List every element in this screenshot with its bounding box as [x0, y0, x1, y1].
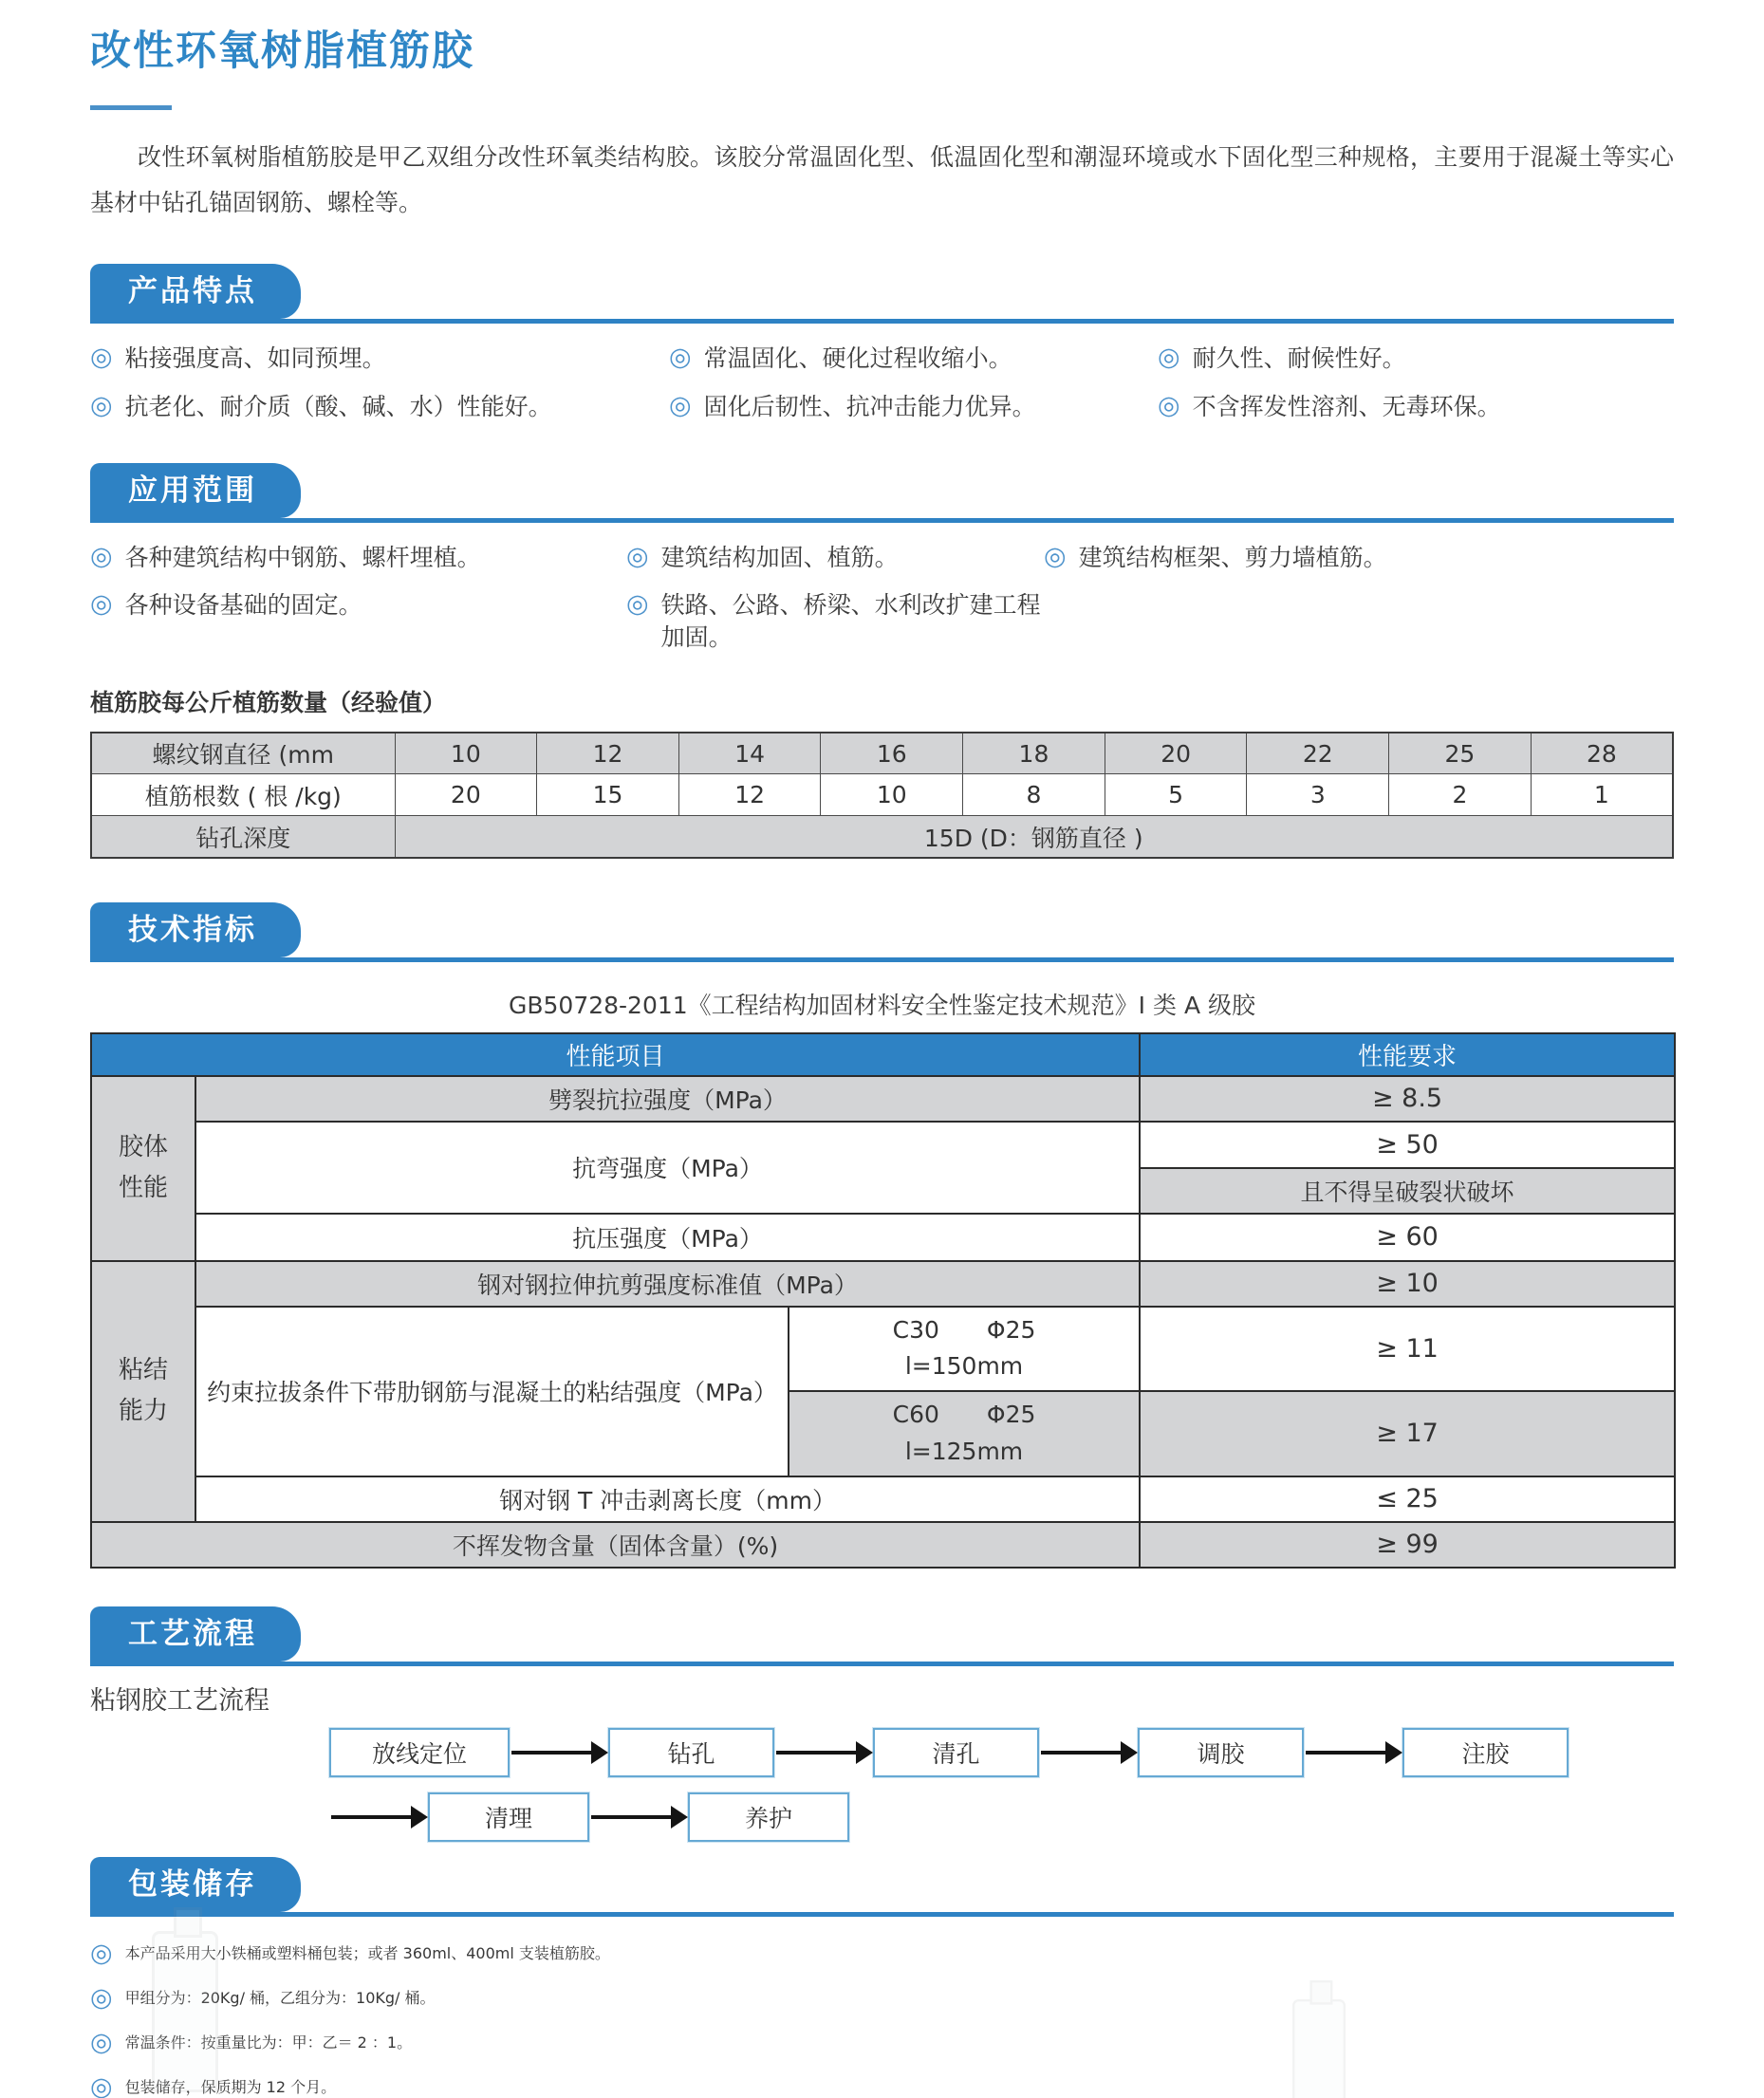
bullet-icon: ◎: [90, 1982, 113, 2013]
tech-standard-text: GB50728-2011《工程结构加固材料安全性鉴定技术规范》I 类 A 级胶: [508, 991, 1255, 1019]
flow-step-box: 清理: [428, 1792, 589, 1842]
count-cell: 10: [821, 774, 963, 816]
table-row: [91, 816, 1673, 858]
table-row: [91, 1214, 1675, 1261]
count-cell: 1: [1531, 774, 1673, 816]
count-label-cell: 植筋根数 ( 根 /kg): [91, 774, 395, 816]
count-cell: 12: [678, 774, 821, 816]
application-text: 各种设备基础的固定。: [124, 591, 362, 620]
count-cell: 5: [1105, 774, 1247, 816]
tech-req-cell: ≥ 10: [1140, 1261, 1675, 1307]
table-row: [91, 774, 1673, 816]
flow-arrow-icon: [774, 1741, 873, 1764]
tech-req-cell: ≥ 8.5: [1140, 1076, 1675, 1122]
tech-property-cell: 钢对钢 T 冲击剥离长度（mm）: [195, 1476, 1140, 1522]
condition-line: l=150mm: [904, 1352, 1024, 1381]
application-item: [90, 589, 626, 654]
packaging-item: [90, 2071, 1674, 2098]
packaging-badge: 包装储存: [90, 1857, 301, 1912]
tech-property-cell: 不挥发物含量（固体含量）(%): [91, 1522, 1140, 1568]
tech-group-label: 粘结能力: [91, 1261, 195, 1522]
diameter-cell: 18: [963, 733, 1105, 774]
feature-text: 耐久性、耐候性好。: [1192, 344, 1406, 372]
flow-arrow-icon: [329, 1806, 428, 1829]
table-row: [91, 1522, 1675, 1568]
features-list: [90, 343, 1674, 423]
table-row: [91, 1307, 1675, 1391]
tech-group-label: 胶体性能: [91, 1076, 195, 1261]
bullet-icon: ◎: [90, 541, 113, 571]
title-underline: [90, 105, 172, 110]
tech-property-cell: 钢对钢拉伸抗剪强度标准值（MPa）: [195, 1261, 1140, 1307]
diameter-cell: 12: [537, 733, 679, 774]
feature-text: 不含挥发性溶剂、无毒环保。: [1192, 392, 1501, 420]
feature-text: 抗老化、耐介质（酸、碱、水）性能好。: [124, 392, 552, 420]
tech-col-req-header: 性能要求: [1140, 1033, 1675, 1076]
application-text: 铁路、公路、桥梁、水利改扩建工程加固。: [660, 591, 1041, 651]
diameter-cell: 28: [1531, 733, 1673, 774]
application-item: [626, 542, 1044, 574]
flow-step-box: 放线定位: [329, 1728, 510, 1777]
table-row: [91, 1122, 1675, 1168]
count-cell: 8: [963, 774, 1105, 816]
packaging-item: [90, 2027, 1674, 2059]
section-header-packaging: [90, 1857, 1674, 1917]
diameter-cell: 10: [395, 733, 537, 774]
section-header-tech: [90, 902, 1674, 962]
flow-step-box: 养护: [688, 1792, 849, 1842]
flow-step-box: 注胶: [1402, 1728, 1569, 1777]
bullet-icon: ◎: [90, 343, 113, 372]
condition-line: C30 Φ25: [892, 1315, 1036, 1344]
diameter-cell: 22: [1247, 733, 1389, 774]
rebar-table-title: 植筋胶每公斤植筋数量（经验值）: [90, 688, 447, 716]
tech-property-cell: 抗压强度（MPa）: [195, 1214, 1140, 1261]
tech-req-cell: ≥ 17: [1140, 1391, 1675, 1476]
flow-step-box: 钻孔: [608, 1728, 774, 1777]
packaging-text: 本产品采用大小铁桶或塑料桶包装；或者 360ml、400ml 支装植筋胶。: [124, 1943, 610, 1962]
tech-property-cell: 抗弯强度（MPa）: [195, 1122, 1140, 1214]
condition-line: l=125mm: [904, 1437, 1024, 1465]
features-badge: 产品特点: [90, 264, 301, 319]
tech-req-cell: ≥ 50: [1140, 1122, 1675, 1168]
application-text: 建筑结构加固、植筋。: [660, 543, 899, 571]
application-text: 建筑结构框架、剪力墙植筋。: [1078, 543, 1387, 571]
flow-arrow-icon: [510, 1741, 608, 1764]
table-row: [91, 1076, 1675, 1122]
diameter-cell: 16: [821, 733, 963, 774]
depth-label-cell: 钻孔深度: [91, 816, 395, 858]
table-row: [91, 1033, 1675, 1076]
intro-paragraph: 改性环氧树脂植筋胶是甲乙双组分改性环氧类结构胶。该胶分常温固化型、低温固化型和潮湿环境或水下固化型三种规格，主要用于混凝土等实心基材中钻孔锚固钢筋、螺栓等。: [90, 143, 1674, 216]
flow-step-box: 调胶: [1138, 1728, 1304, 1777]
bullet-icon: ◎: [90, 2071, 113, 2098]
tech-condition-cell: [789, 1391, 1140, 1476]
bullet-icon: ◎: [1044, 541, 1067, 571]
table-row: [91, 1476, 1675, 1522]
feature-text: 常温固化、硬化过程收缩小。: [703, 344, 1012, 372]
tech-property-cell: 约束拉拔条件下带肋钢筋与混凝土的粘结强度（MPa）: [195, 1307, 789, 1476]
condition-line: C60 Φ25: [892, 1401, 1036, 1428]
tech-condition-cell: [789, 1307, 1140, 1391]
flow-arrow-icon: [1039, 1741, 1138, 1764]
section-header-process: [90, 1606, 1674, 1666]
flow-row-2: [329, 1792, 1674, 1842]
section-header-features: [90, 264, 1674, 324]
bullet-icon: ◎: [90, 2027, 113, 2057]
tech-req-cell: ≥ 60: [1140, 1214, 1675, 1261]
table-row: [91, 733, 1673, 774]
process-subtitle: 粘钢胶工艺流程: [90, 1685, 269, 1716]
flow-step-box: 清孔: [873, 1728, 1039, 1777]
page-title: 改性环氧树脂植筋胶: [90, 28, 474, 75]
bullet-icon: ◎: [90, 390, 113, 420]
bullet-icon: ◎: [669, 343, 692, 372]
application-text: 各种建筑结构中钢筋、螺杆埋植。: [124, 543, 481, 571]
diameter-cell: 14: [678, 733, 821, 774]
feature-item: [1158, 391, 1674, 423]
flow-arrow-icon: [1304, 1741, 1402, 1764]
tech-spec-table: [90, 1032, 1676, 1569]
tech-req-cell: 且不得呈破裂状破坏: [1140, 1168, 1675, 1214]
packaging-item: [90, 1982, 1674, 2014]
bullet-icon: ◎: [669, 390, 692, 420]
packaging-text: 包装储存，保质期为 12 个月。: [124, 2077, 337, 2096]
count-cell: 15: [537, 774, 679, 816]
feature-item: [90, 343, 669, 375]
diameter-label-cell: 螺纹钢直径 (mm: [91, 733, 395, 774]
diameter-cell: 25: [1389, 733, 1532, 774]
count-cell: 3: [1247, 774, 1389, 816]
applications-list: [90, 542, 1674, 654]
count-cell: 2: [1389, 774, 1532, 816]
count-cell: 20: [395, 774, 537, 816]
feature-item: [1158, 343, 1674, 375]
bullet-icon: ◎: [626, 541, 649, 571]
section-header-applications: [90, 463, 1674, 523]
applications-badge: 应用范围: [90, 463, 301, 518]
feature-text: 固化后韧性、抗冲击能力优异。: [703, 392, 1036, 420]
feature-item: [669, 391, 1158, 423]
process-badge: 工艺流程: [90, 1606, 301, 1662]
application-item: [90, 542, 626, 574]
tech-req-cell: ≥ 99: [1140, 1522, 1675, 1568]
bullet-icon: ◎: [90, 589, 113, 620]
feature-item: [669, 343, 1158, 375]
tech-property-cell: 劈裂抗拉强度（MPa）: [195, 1076, 1140, 1122]
diameter-cell: 20: [1105, 733, 1247, 774]
application-item: [1044, 542, 1674, 574]
flow-arrow-icon: [589, 1806, 688, 1829]
bullet-icon: ◎: [90, 1938, 113, 1968]
feature-item: [90, 391, 669, 423]
tech-badge: 技术指标: [90, 902, 301, 957]
bullet-icon: ◎: [1158, 390, 1180, 420]
bullet-icon: ◎: [626, 589, 649, 620]
packaging-list: [90, 1938, 1674, 2098]
flow-row-1: [329, 1728, 1674, 1777]
bullet-icon: ◎: [1158, 343, 1180, 372]
application-item: [626, 589, 1044, 654]
tech-req-cell: ≤ 25: [1140, 1476, 1675, 1522]
table-row: [91, 1261, 1675, 1307]
packaging-text: 常温条件：按重量比为：甲：乙＝ 2 ：1。: [124, 2033, 413, 2052]
packaging-text: 甲组分为：20Kg/ 桶，乙组分为：10Kg/ 桶。: [124, 1988, 436, 2007]
tech-req-cell: ≥ 11: [1140, 1307, 1675, 1391]
depth-value-cell: 15D (D：钢筋直径 ): [395, 816, 1673, 858]
packaging-item: [90, 1938, 1674, 1970]
rebar-count-table: [90, 732, 1674, 859]
tech-col-item-header: 性能项目: [91, 1033, 1140, 1076]
feature-text: 粘接强度高、如同预埋。: [124, 344, 386, 372]
